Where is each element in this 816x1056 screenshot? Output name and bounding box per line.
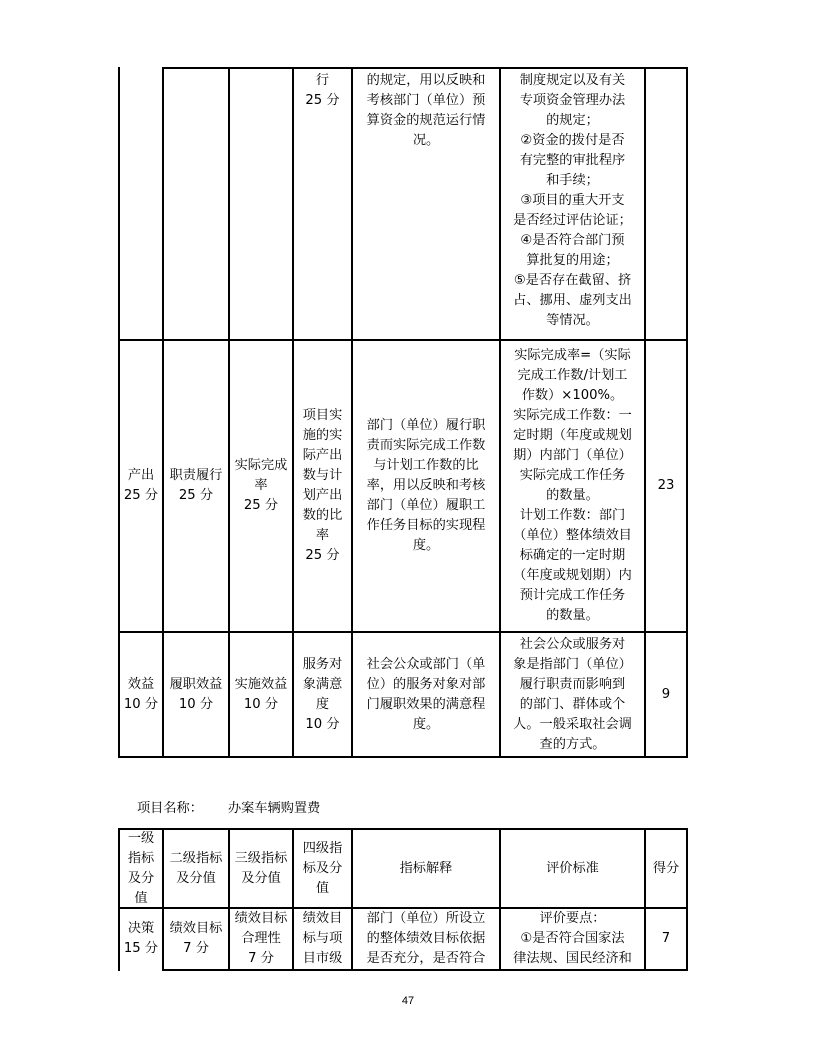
cell-line: 责而实际完成工作数: [366, 438, 486, 453]
cell-line: 履行职责而影响到: [519, 676, 626, 692]
cell-line: 值: [315, 880, 330, 896]
cell-line: ⑤是否存在截留、挤: [513, 273, 632, 288]
cell-line: 社会公众或部门（单: [366, 656, 486, 672]
cell-line: 绩效目标: [169, 921, 223, 936]
level3-cell: [230, 909, 292, 969]
cell-line: 率，用以反映和考核: [366, 478, 486, 493]
cell-line: 况。: [412, 133, 440, 148]
cell-line: 10 分: [123, 696, 159, 712]
table2-col-line: [686, 828, 688, 971]
cell-line: 评价要点：: [539, 911, 606, 926]
cell-line: 25 分: [305, 93, 340, 108]
cell-line: 作数）×100%。: [521, 388, 624, 403]
cell-line: ①是否符合国家法: [520, 931, 625, 946]
cell-line: 人。一般采取社会调: [513, 716, 632, 732]
level2-cell: [164, 633, 228, 756]
level1-cell: [120, 633, 162, 756]
criteria-cell: [501, 909, 644, 969]
explanation-cell: [353, 341, 499, 631]
cell-line: 合理性: [241, 931, 281, 946]
cell-line: 和手续；: [546, 173, 599, 188]
cell-line: 社会公众或服务对: [519, 636, 626, 652]
level4-cell: [294, 69, 351, 339]
cell-line: 绩效目标: [234, 911, 288, 926]
cell-line: 实际完成率=（实际: [514, 348, 631, 363]
cell-line: 的规定；: [546, 113, 599, 128]
cell-line: 7 分: [248, 951, 274, 966]
cell-line: 等情况。: [546, 313, 599, 328]
level4-cell: [294, 909, 351, 969]
cell-line: 10 分: [243, 696, 279, 712]
cell-line: 象是指部门（单位）: [513, 656, 632, 672]
cell-line: 完成工作数/计划工: [517, 368, 628, 383]
cell-line: 服务对: [302, 656, 343, 672]
cell-line: 际产出: [302, 448, 343, 463]
cell-line: 的整体绩效目标依据: [366, 931, 486, 946]
cell-line: 占、挪用、虚列支出: [513, 293, 632, 308]
cell-line: 一级: [127, 830, 155, 846]
cell-line: ④是否符合部门预: [520, 233, 625, 248]
cell-line: 的规定，用以反映和: [366, 73, 486, 88]
cell-line: 实际完成工作数：一: [513, 408, 632, 423]
level4-cell: [294, 633, 351, 756]
cell-line: 及分: [127, 870, 155, 886]
cell-line: 实际完成: [234, 458, 288, 473]
criteria-cell: [501, 69, 644, 339]
cell-line: （单位）整体绩效目: [513, 528, 632, 543]
cell-line: 率: [254, 478, 268, 493]
cell-line: ③项目的重大开支: [520, 193, 625, 208]
header-explanation: [353, 830, 499, 907]
cell-line: 行: [315, 73, 330, 88]
cell-line: 职责履行: [169, 468, 223, 483]
cell-line: 指标: [127, 850, 155, 866]
score-value: 23: [657, 478, 675, 493]
cell-line: 度。: [412, 716, 440, 732]
score-cell: [646, 633, 686, 756]
cell-line: 值: [134, 890, 148, 906]
cell-line: 率: [315, 528, 330, 543]
cell-line: ②资金的拨付是否: [520, 133, 625, 148]
cell-line: 施的实: [302, 428, 343, 443]
cell-line: 度: [315, 696, 330, 712]
project-name-value: 办案车辆购置费: [228, 801, 321, 816]
explanation-cell: [353, 69, 499, 339]
header-score: [646, 830, 686, 907]
cell-line: 制度规定以及有关: [519, 73, 626, 88]
level3-cell: [230, 633, 292, 756]
cell-line: 得分: [652, 860, 680, 876]
score-value: 7: [661, 931, 671, 946]
cell-line: 数与计: [302, 468, 343, 483]
explanation-cell: [353, 633, 499, 756]
cell-line: 考核部门（单位）预: [366, 93, 486, 108]
cell-line: 四级指: [302, 840, 343, 856]
cell-line: 25 分: [305, 548, 340, 563]
level4-cell: [294, 341, 351, 631]
level2-cell: [164, 341, 228, 631]
cell-line: 决策: [127, 921, 155, 936]
table1-col-line: [686, 67, 688, 758]
cell-line: 是否经过评估论证；: [513, 213, 632, 228]
cell-line: 三级指标: [234, 850, 288, 866]
cell-line: 象满意: [302, 676, 343, 692]
cell-line: 的部门、群体或个: [519, 696, 626, 712]
cell-line: 10 分: [305, 716, 340, 732]
score-cell: [646, 341, 686, 631]
header-level3: [230, 830, 292, 907]
criteria-cell: [501, 633, 644, 756]
cell-line: 指标解释: [399, 860, 453, 876]
level3-cell: [230, 341, 292, 631]
cell-line: 查的方式。: [539, 736, 606, 752]
cell-line: 有完整的审批程序: [519, 153, 626, 168]
cell-line: 部门（单位）所设立: [366, 911, 486, 926]
cell-line: 是否充分，是否符合: [366, 951, 486, 966]
cell-line: 实施效益: [234, 676, 288, 692]
cell-line: 25 分: [178, 488, 214, 503]
score-cell: [646, 909, 686, 969]
cell-line: 产出: [127, 468, 155, 483]
criteria-cell: [501, 341, 644, 631]
cell-line: 定时期（年度或规划: [513, 428, 632, 443]
cell-line: 10 分: [178, 696, 214, 712]
cell-line: 部门（单位）履行职: [366, 418, 486, 433]
cell-line: 算资金的规范运行情: [366, 113, 486, 128]
score-value: 9: [661, 686, 671, 702]
cell-line: 部门（单位）履职工: [366, 498, 486, 513]
cell-line: 计划工作数：部门: [519, 508, 626, 523]
cell-line: 及分值: [241, 870, 281, 886]
cell-line: 位）的服务对象对部: [366, 676, 486, 692]
cell-line: 标及分: [302, 860, 343, 876]
cell-line: 目市级: [302, 951, 343, 966]
cell-line: （年度或规划期）内: [513, 568, 632, 583]
cell-line: 律法规、国民经济和: [513, 951, 632, 966]
cell-line: 及分值: [176, 870, 216, 886]
cell-line: 绩效目: [302, 911, 343, 926]
cell-line: 门履职效果的满意程: [366, 696, 486, 712]
table2-bottom-border: [162, 969, 688, 971]
level1-cell: [120, 341, 162, 631]
header-level4: [294, 830, 351, 907]
cell-line: 效益: [127, 676, 155, 692]
cell-line: 划产出: [302, 488, 343, 503]
cell-line: 预计完成工作任务: [519, 588, 626, 603]
cell-line: 项目实: [302, 408, 343, 423]
level1-cell: [120, 909, 162, 969]
page-number: 47: [401, 995, 415, 1007]
cell-line: 履职效益: [169, 676, 223, 692]
header-criteria: [501, 830, 644, 907]
level2-cell: [164, 909, 228, 969]
header-level1: [120, 830, 162, 907]
cell-line: 25 分: [243, 498, 279, 513]
explanation-cell: [353, 909, 499, 969]
project-name-label: 项目名称：: [137, 801, 203, 816]
cell-line: 标与项: [302, 931, 343, 946]
cell-line: 的数量。: [546, 488, 599, 503]
cell-line: 期）内部门（单位）: [513, 448, 632, 463]
cell-line: 标确定的一定时期: [519, 548, 626, 563]
cell-line: 二级指标: [169, 850, 223, 866]
table1-bottom-border: [118, 756, 688, 758]
cell-line: 专项资金管理办法: [519, 93, 626, 108]
cell-line: 15 分: [123, 941, 159, 956]
cell-line: 实际完成工作任务: [519, 468, 626, 483]
cell-line: 度。: [412, 538, 440, 553]
cell-line: 作任务目标的实现程: [366, 518, 486, 533]
cell-line: 数的比: [302, 508, 343, 523]
cell-line: 算批复的用途；: [526, 253, 619, 268]
cell-line: 25 分: [123, 488, 159, 503]
cell-line: 7 分: [183, 941, 209, 956]
cell-line: 评价标准: [546, 860, 599, 876]
cell-line: 的数量。: [546, 608, 599, 623]
header-level2: [164, 830, 228, 907]
cell-line: 与计划工作数的比: [373, 458, 479, 473]
score-cell: [646, 69, 686, 339]
